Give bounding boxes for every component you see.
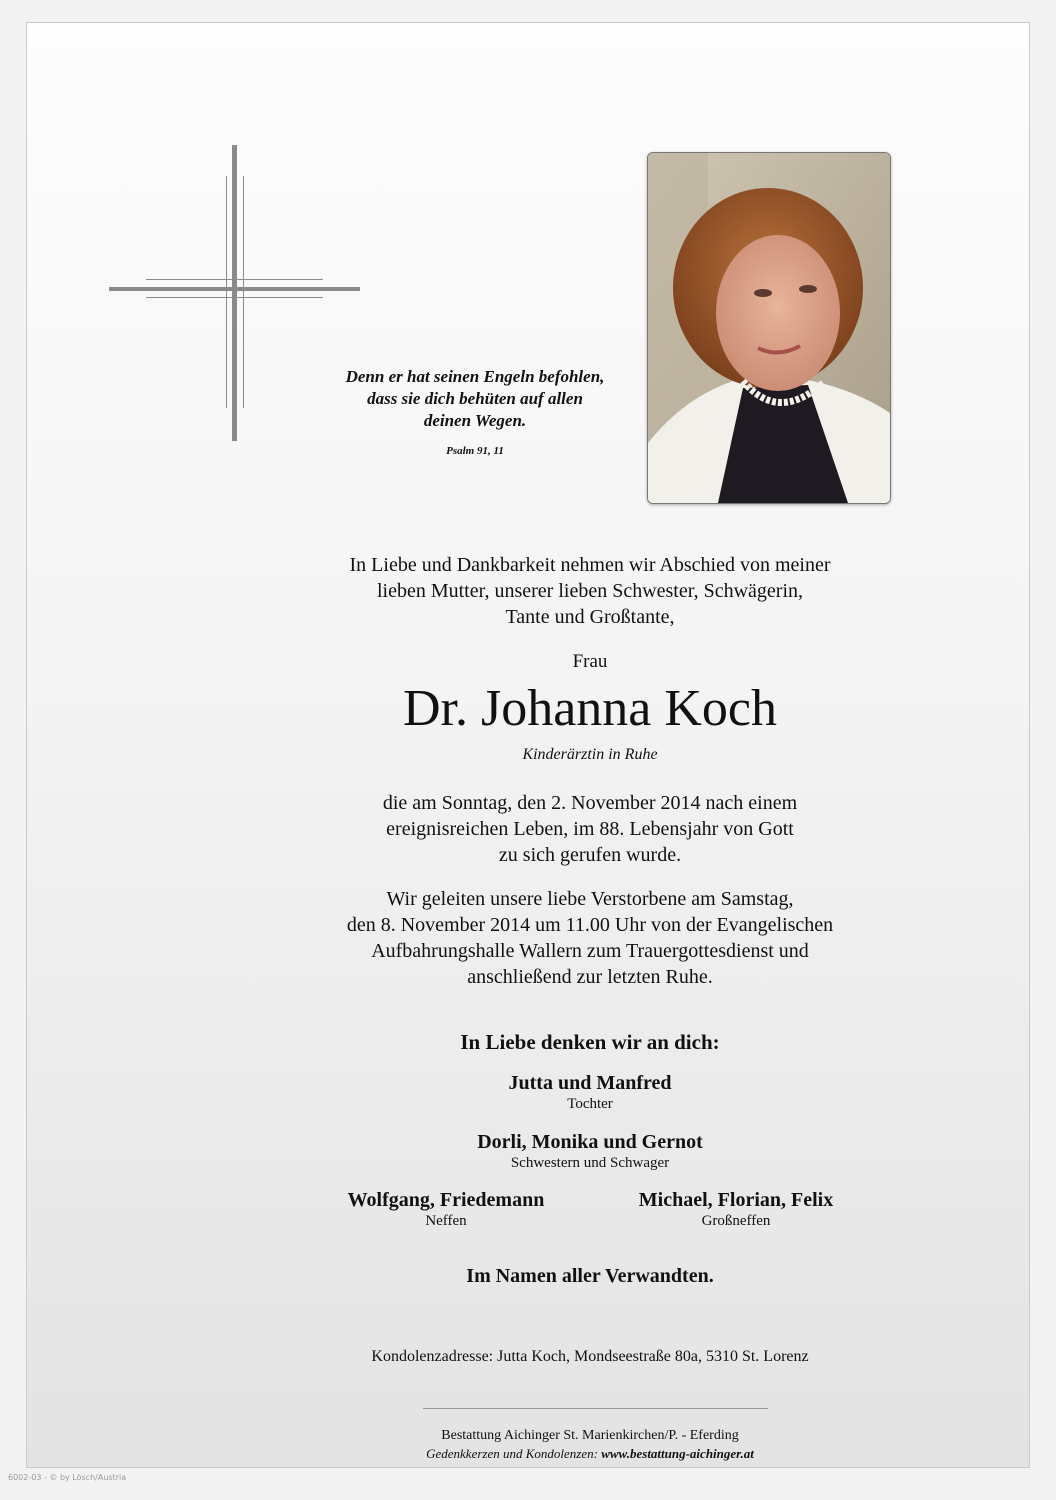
funeral-line: Aufbahrungshalle Wallern zum Trauergottesdienst und [371, 940, 809, 962]
intro-text [290, 552, 890, 630]
mourner-names: Dorli, Monika und Gernot [477, 1131, 703, 1153]
portrait-photo [647, 152, 891, 504]
mourner-relation: Neffen [425, 1213, 467, 1229]
death-line: die am Sonntag, den 2. November 2014 nach einem [382, 792, 798, 814]
deceased-profession: Kinderärztin in Ruhe [522, 746, 658, 763]
death-line: ereignisreichen Leben, im 88. Lebensjahr von Gott [386, 818, 794, 840]
deceased-name: Dr. Johanna Koch [402, 680, 778, 737]
salutation: Frau [572, 651, 608, 672]
funeral-notice [290, 886, 890, 990]
funeral-line: Wir geleiten unsere liebe Verstorbene am Samstag, [386, 888, 794, 910]
funeral-line: den 8. November 2014 um 11.00 Uhr von der Evangelischen [346, 914, 834, 936]
condolence-address: Kondolenzadresse: Jutta Koch, Mondseestraße 80a, 5310 St. Lorenz [371, 1348, 809, 1365]
quote-line: Denn er hat seinen Engeln befohlen, [345, 367, 605, 386]
mourner-group [290, 1071, 890, 1113]
mourner-relation: Großneffen [701, 1213, 771, 1229]
mourners-closing: Im Namen aller Verwandten. [466, 1265, 714, 1287]
intro-line: In Liebe und Dankbarkeit nehmen wir Abschied von meiner [349, 554, 831, 576]
death-line: zu sich gerufen wurde. [498, 844, 682, 866]
mourner-names: Michael, Florian, Felix [638, 1189, 834, 1211]
copyright-notice: 6002-03 - © by Lösch/Austria [8, 1473, 127, 1482]
quote-line: deinen Wegen. [423, 411, 527, 430]
links-url[interactable]: www.bestattung-aichinger.at [601, 1446, 754, 1461]
links-label: Gedenkkerzen und Kondolenzen: [426, 1446, 598, 1461]
intro-line: lieben Mutter, unserer lieben Schwester, Schwägerin, [376, 580, 804, 602]
mourner-names: Jutta und Manfred [508, 1072, 672, 1094]
mourner-relation: Schwestern und Schwager [510, 1155, 670, 1171]
quote-line: dass sie dich behüten auf allen [367, 389, 583, 408]
funeral-line: anschließend zur letzten Ruhe. [467, 966, 713, 988]
mourner-group [290, 1130, 890, 1172]
death-notice [290, 790, 890, 868]
psalm-quote [300, 366, 650, 462]
intro-line: Tante und Großtante, [505, 606, 675, 628]
psalm-reference: Psalm 91, 11 [446, 445, 504, 457]
mourners-heading: In Liebe denken wir an dich: [460, 1030, 720, 1054]
footer-divider [423, 1408, 768, 1409]
mourner-names: Wolfgang, Friedemann [347, 1189, 545, 1211]
mourner-group [306, 1188, 586, 1230]
undertaker-name: Bestattung Aichinger St. Marienkirchen/P. - Eferding [441, 1428, 739, 1443]
mourner-relation: Tochter [567, 1096, 613, 1112]
mourner-group [596, 1188, 876, 1230]
condolence-links [290, 1446, 890, 1462]
